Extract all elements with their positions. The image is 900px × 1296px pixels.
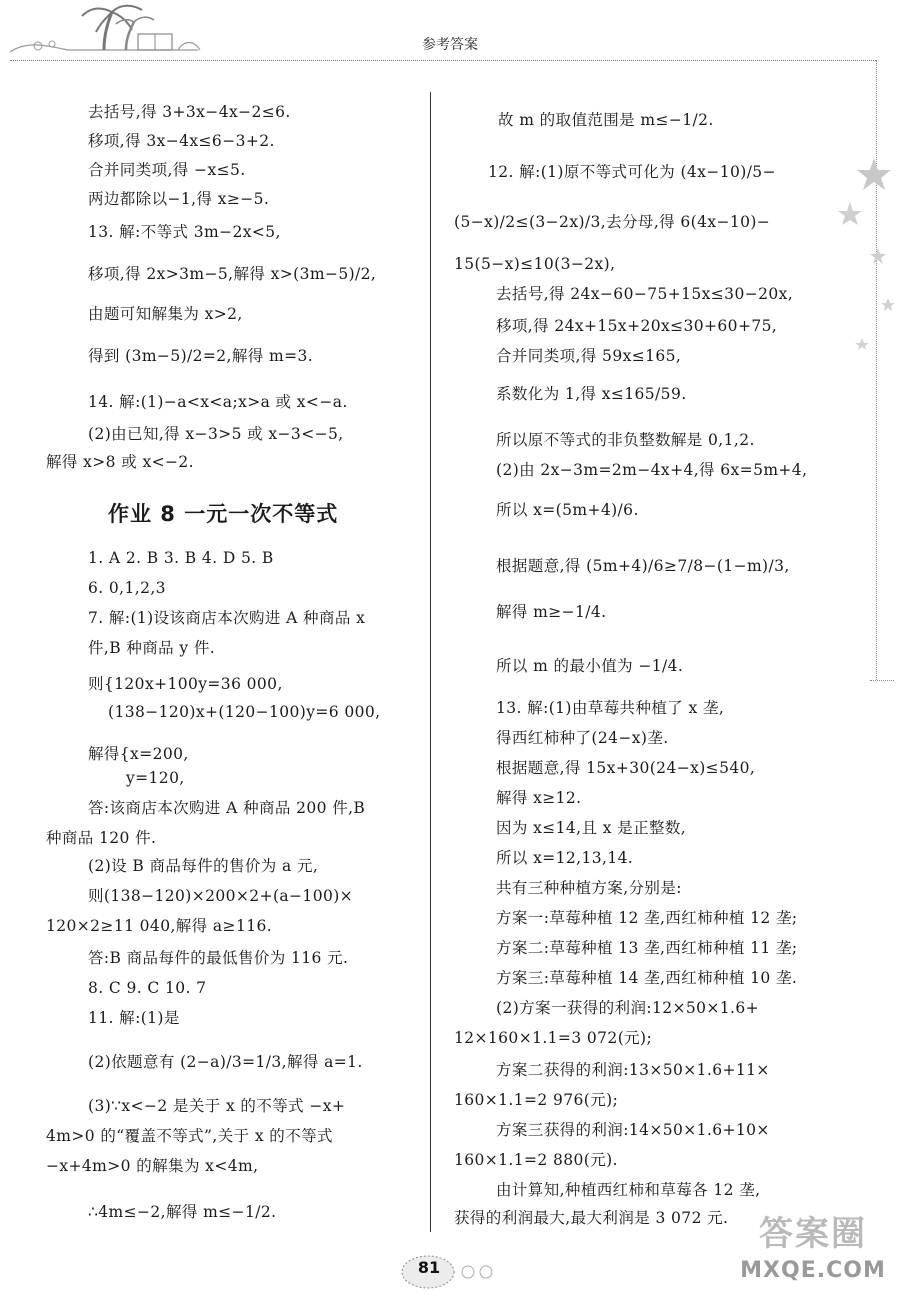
text-line: (2)设 B 商品每件的售价为 a 元,	[88, 857, 319, 875]
text-line: 11. 解:(1)是	[88, 1009, 180, 1027]
text-line: 件,B 种商品 y 件.	[88, 639, 216, 657]
section-heading: 作业 8 一元一次不等式	[108, 502, 339, 526]
text-line: 方案一:草莓种植 12 垄,西红柿种植 12 垄;	[496, 909, 798, 927]
text-line: 移项,得 24x+15x+20x≤30+60+75,	[496, 317, 778, 335]
text-line: 7. 解:(1)设该商店本次购进 A 种商品 x	[88, 609, 366, 627]
text-line: (5−x)/2≤(3−2x)/3,去分母,得 6(4x−10)−	[454, 213, 771, 231]
text-line: −x+4m>0 的解集为 x<4m,	[46, 1157, 259, 1175]
text-line: 移项,得 3x−4x≤6−3+2.	[88, 132, 275, 150]
watermark-url: MXQE.COM	[740, 1258, 886, 1283]
text-line: 得到 (3m−5)/2=2,解得 m=3.	[88, 347, 314, 365]
text-line: 解得 m≥−1/4.	[496, 603, 607, 621]
text-line: 所以 x=12,13,14.	[496, 849, 634, 867]
text-line: 由题可知解集为 x>2,	[88, 305, 243, 323]
text-line: 移项,得 2x>3m−5,解得 x>(3m−5)/2,	[88, 265, 377, 283]
text-line: 4m>0 的“覆盖不等式”,关于 x 的不等式	[46, 1127, 333, 1145]
text-line: 由计算知,种植西红柿和草莓各 12 垄,	[496, 1181, 761, 1199]
text-line: 去括号,得 3+3x−4x−2≤6.	[88, 103, 291, 121]
watermark	[728, 1200, 898, 1296]
text-line: 14. 解:(1)−a<x<a;x>a 或 x<−a.	[88, 393, 348, 411]
text-line: 获得的利润最大,最大利润是 3 072 元.	[454, 1209, 729, 1227]
text-line: 方案三:草莓种植 14 垄,西红柿种植 10 垄.	[496, 969, 798, 987]
text-line: 方案二获得的利润:13×50×1.6+11×	[496, 1061, 770, 1079]
text-line: y=120,	[126, 769, 185, 787]
text-line: 6. 0,1,2,3	[88, 579, 166, 597]
watermark-logo: 答案圈	[759, 1214, 867, 1254]
text-line: (2)由已知,得 x−3>5 或 x−3<−5,	[88, 425, 344, 443]
text-line: 答:该商店本次购进 A 种商品 200 件,B	[88, 799, 366, 817]
header-divider	[10, 60, 876, 61]
text-line: 得西红柿种了(24−x)垄.	[496, 729, 669, 747]
text-line: (2)方案一获得的利润:12×50×1.6+	[496, 999, 760, 1017]
page-number: 81	[417, 1258, 441, 1277]
text-line: 13. 解:不等式 3m−2x<5,	[88, 223, 281, 241]
text-line: 则{120x+100y=36 000,	[88, 675, 283, 693]
text-line: 1. A 2. B 3. B 4. D 5. B	[88, 549, 274, 567]
text-line: 15(5−x)≤10(3−2x),	[454, 255, 616, 273]
text-line: 方案二:草莓种植 13 垄,西红柿种植 11 垄;	[496, 939, 798, 957]
text-line: 种商品 120 件.	[46, 829, 157, 847]
text-line: 因为 x≤14,且 x 是正整数,	[496, 819, 687, 837]
text-line: 答:B 商品每件的最低售价为 116 元.	[88, 949, 349, 967]
margin-dotted-tick	[870, 680, 894, 681]
page-title: 参考答案	[422, 37, 478, 53]
text-line: 解得 x>8 或 x<−2.	[46, 453, 194, 471]
text-line: 根据题意,得 (5m+4)/6≥7/8−(1−m)/3,	[496, 557, 790, 575]
text-line: 12. 解:(1)原不等式可化为 (4x−10)/5−	[488, 163, 776, 181]
text-line: 两边都除以−1,得 x≥−5.	[88, 190, 270, 208]
text-line: 所以原不等式的非负整数解是 0,1,2.	[496, 431, 755, 449]
text-line: 160×1.1=2 976(元);	[454, 1091, 619, 1109]
text-line: (3)∵x<−2 是关于 x 的不等式 −x+	[88, 1097, 346, 1115]
text-line: 去括号,得 24x−60−75+15x≤30−20x,	[496, 285, 794, 303]
text-line: 则(138−120)×200×2+(a−100)×	[88, 887, 354, 905]
text-line: 160×1.1=2 880(元).	[454, 1151, 618, 1169]
text-line: 8. C 9. C 10. 7	[88, 979, 207, 997]
text-line: (2)由 2x−3m=2m−4x+4,得 6x=5m+4,	[496, 461, 808, 479]
text-line: 120×2≥11 040,解得 a≥116.	[46, 917, 273, 935]
text-line: 所以 x=(5m+4)/6.	[496, 501, 639, 519]
text-line: 解得{x=200,	[88, 745, 189, 763]
text-line: 12×160×1.1=3 072(元);	[454, 1029, 653, 1047]
text-line: ∴4m≤−2,解得 m≤−1/2.	[88, 1203, 277, 1221]
text-line: 共有三种种植方案,分别是:	[496, 879, 682, 897]
page-header	[0, 0, 900, 70]
star-decoration-icon	[820, 150, 900, 350]
text-line: (2)依题意有 (2−a)/3=1/3,解得 a=1.	[88, 1053, 363, 1071]
text-line: 故 m 的取值范围是 m≤−1/2.	[498, 111, 714, 129]
text-line: 根据题意,得 15x+30(24−x)≤540,	[496, 759, 756, 777]
text-line: 13. 解:(1)由草莓共种植了 x 垄,	[496, 699, 725, 717]
text-line: 合并同类项,得 59x≤165,	[496, 347, 682, 365]
text-line: (138−120)x+(120−100)y=6 000,	[108, 703, 381, 721]
text-line: 合并同类项,得 −x≤5.	[88, 161, 246, 179]
text-line: 所以 m 的最小值为 −1/4.	[496, 657, 684, 675]
column-divider	[430, 92, 431, 1232]
text-line: 解得 x≥12.	[496, 789, 582, 807]
text-line: 方案三获得的利润:14×50×1.6+10×	[496, 1121, 770, 1139]
text-line: 系数化为 1,得 x≤165/59.	[496, 385, 687, 403]
page-number-badge	[398, 1252, 460, 1288]
